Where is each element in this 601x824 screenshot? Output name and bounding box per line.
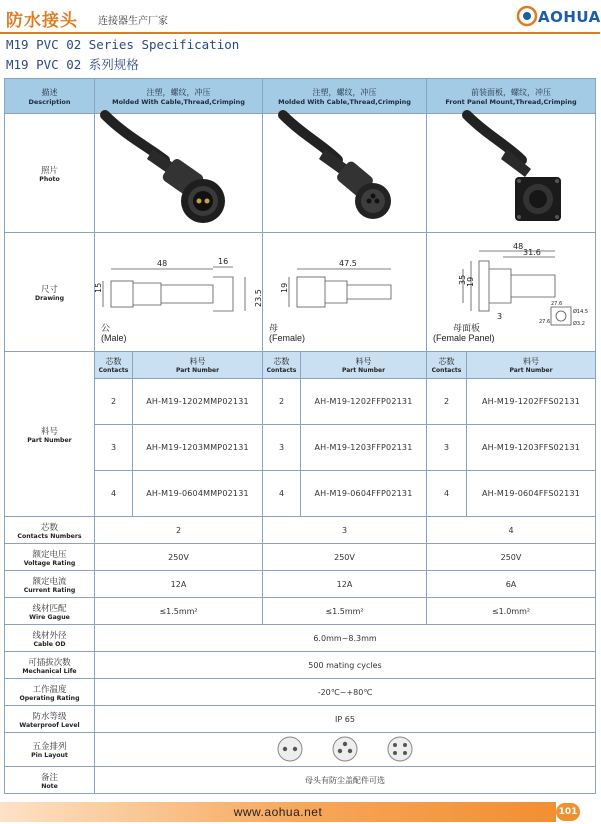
wire-row	[5, 598, 596, 625]
row-label-voltage: 额定电压 Voltage Rating	[5, 544, 95, 571]
wire-value: ≤1.5mm²	[95, 598, 263, 625]
row-label-drawing: 尺寸 Drawing	[5, 233, 95, 352]
wire-value: ≤1.5mm²	[263, 598, 427, 625]
dim-panel-35: 35	[458, 274, 467, 285]
caption-male-en: (Male)	[101, 333, 127, 343]
pin-layout-row	[5, 733, 596, 767]
spec-title-cn: M19 PVC 02 系列规格	[6, 57, 139, 72]
dim-panel-48: 48	[513, 242, 524, 251]
part-contacts: 2	[263, 379, 301, 425]
waterproof-value: IP 65	[95, 706, 596, 733]
part-contacts: 2	[427, 379, 467, 425]
mech-life-row	[5, 652, 596, 679]
dim-panel-3-2: Ø3.2	[573, 321, 585, 327]
row-label-waterproof: 防水等级 Waterproof Level	[5, 706, 95, 733]
parts-header-contacts-male: 芯数 Contacts	[95, 352, 133, 379]
dim-male-15: 15	[94, 282, 103, 293]
part-number-panel: AH-M19-0604FFS02131	[467, 471, 596, 517]
dim-female-length: 47.5	[339, 259, 357, 268]
pin-layout-diagrams	[95, 733, 596, 767]
pin-layout-3-icon	[333, 737, 357, 761]
table-header-row	[5, 79, 596, 114]
voltage-value: 250V	[263, 544, 427, 571]
wire-value: ≤1.0mm²	[427, 598, 596, 625]
part-number-female: AH-M19-0604FFP02131	[301, 471, 427, 517]
photo-row	[5, 114, 596, 233]
dim-panel-19: 19	[466, 276, 475, 287]
dim-panel-27-6b: 27.6	[539, 319, 551, 325]
note-value: 母头有防尘盖配件可选	[95, 767, 596, 794]
part-contacts: 4	[427, 471, 467, 517]
contacts-value: 4	[427, 517, 596, 544]
contacts-row	[5, 517, 596, 544]
current-value: 12A	[263, 571, 427, 598]
op-temp-value: -20℃~+80℃	[95, 679, 596, 706]
row-label-cable-od: 线材外径 Cable OD	[5, 625, 95, 652]
dim-panel-31-6: 31.6	[523, 248, 541, 257]
photo-male	[95, 114, 263, 233]
male-connector-image	[95, 115, 263, 230]
part-contacts: 3	[95, 425, 133, 471]
part-number-male: AH-M19-0604MMP02131	[133, 471, 263, 517]
row-label-contacts: 芯数 Contacts Numbers	[5, 517, 95, 544]
voltage-value: 250V	[95, 544, 263, 571]
drawing-panel	[427, 233, 596, 352]
dim-male-23-5: 23.5	[254, 289, 263, 307]
header-male: 注塑，螺纹，冲压 Molded With Cable,Thread,Crimping	[95, 79, 263, 114]
row-label-photo: 照片 Photo	[5, 114, 95, 233]
contacts-value: 3	[263, 517, 427, 544]
caption-panel-en: (Female Panel)	[433, 333, 495, 343]
cable-od-value: 6.0mm~8.3mm	[95, 625, 596, 652]
dim-panel-3: 3	[497, 312, 503, 321]
part-number-panel: AH-M19-1202FFS02131	[467, 379, 596, 425]
drawing-male	[95, 233, 263, 352]
pin-layout-icons	[265, 734, 425, 764]
cable-od-row	[5, 625, 596, 652]
part-contacts: 4	[95, 471, 133, 517]
female-connector-image	[263, 115, 427, 230]
parts-header-part-male: 料号 Part Number	[133, 352, 263, 379]
part-number-male: AH-M19-1203MMP02131	[133, 425, 263, 471]
part-contacts: 3	[427, 425, 467, 471]
drawing-row	[5, 233, 596, 352]
header-description: 描述 Description	[5, 79, 95, 114]
section-subtitle: 连接器生产厂家	[98, 16, 168, 27]
dim-male-16: 16	[218, 257, 229, 266]
section-title: 防水接头	[6, 11, 78, 31]
caption-female-cn: 母	[269, 323, 279, 333]
spec-title-en: M19 PVC 02 Series Specification	[6, 37, 240, 52]
brand-logo-mark-icon	[516, 5, 538, 27]
panel-connector-image	[427, 115, 596, 230]
row-label-op-temp: 工作温度 Operating Rating	[5, 679, 95, 706]
header-female: 注塑，螺纹，冲压 Molded With Cable,Thread,Crimping	[263, 79, 427, 114]
row-label-wire: 线材匹配 Wire Gague	[5, 598, 95, 625]
header-panel: 前装面板，螺纹，冲压 Front Panel Mount,Thread,Crimping	[427, 79, 596, 114]
dim-female-19: 19	[280, 282, 289, 293]
part-contacts: 2	[95, 379, 133, 425]
header-rule	[0, 32, 600, 34]
waterproof-row	[5, 706, 596, 733]
contacts-value: 2	[95, 517, 263, 544]
row-label-note: 备注 Note	[5, 767, 95, 794]
voltage-value: 250V	[427, 544, 596, 571]
note-row	[5, 767, 596, 794]
current-value: 12A	[95, 571, 263, 598]
caption-panel-cn: 母面板	[453, 323, 481, 333]
drawing-female	[263, 233, 427, 352]
page-footer	[0, 802, 600, 824]
part-number-female: AH-M19-1203FFP02131	[301, 425, 427, 471]
part-number-male: AH-M19-1202MMP02131	[133, 379, 263, 425]
parts-header-contacts-female: 芯数 Contacts	[263, 352, 301, 379]
caption-female-en: (Female)	[269, 333, 306, 343]
part-number-panel: AH-M19-1203FFS02131	[467, 425, 596, 471]
part-number-female: AH-M19-1202FFP02131	[301, 379, 427, 425]
website-link[interactable]: www.aohua.net	[233, 805, 323, 819]
row-label-part-number: 料号 Part Number	[5, 352, 95, 517]
mech-life-value: 500 mating cycles	[95, 652, 596, 679]
spec-table	[4, 78, 596, 794]
brand-logo	[516, 4, 601, 30]
page-header	[0, 0, 600, 34]
photo-panel	[427, 114, 596, 233]
voltage-row	[5, 544, 596, 571]
pin-layout-4-icon	[388, 737, 412, 761]
current-value: 6A	[427, 571, 596, 598]
current-row	[5, 571, 596, 598]
parts-header-row	[5, 352, 596, 379]
pin-layout-2-icon	[278, 737, 302, 761]
dim-male-length: 48	[157, 259, 168, 268]
dim-panel-14-5: Ø14.5	[573, 309, 589, 315]
row-label-current: 额定电流 Current Rating	[5, 571, 95, 598]
part-contacts: 3	[263, 425, 301, 471]
part-contacts: 4	[263, 471, 301, 517]
brand-name: AOHUA	[538, 8, 601, 26]
photo-female	[263, 114, 427, 233]
op-temp-row	[5, 679, 596, 706]
caption-male-cn: 公	[101, 323, 111, 333]
page-number: 101	[556, 803, 580, 821]
row-label-pin-layout: 五金排列 Pin Layout	[5, 733, 95, 767]
dim-panel-27-6a: 27.6	[551, 301, 563, 307]
parts-header-contacts-panel: 芯数 Contacts	[427, 352, 467, 379]
row-label-mech-life: 可插拔次数 Mechanical Life	[5, 652, 95, 679]
parts-header-part-female: 料号 Part Number	[301, 352, 427, 379]
parts-header-part-panel: 料号 Part Number	[467, 352, 596, 379]
